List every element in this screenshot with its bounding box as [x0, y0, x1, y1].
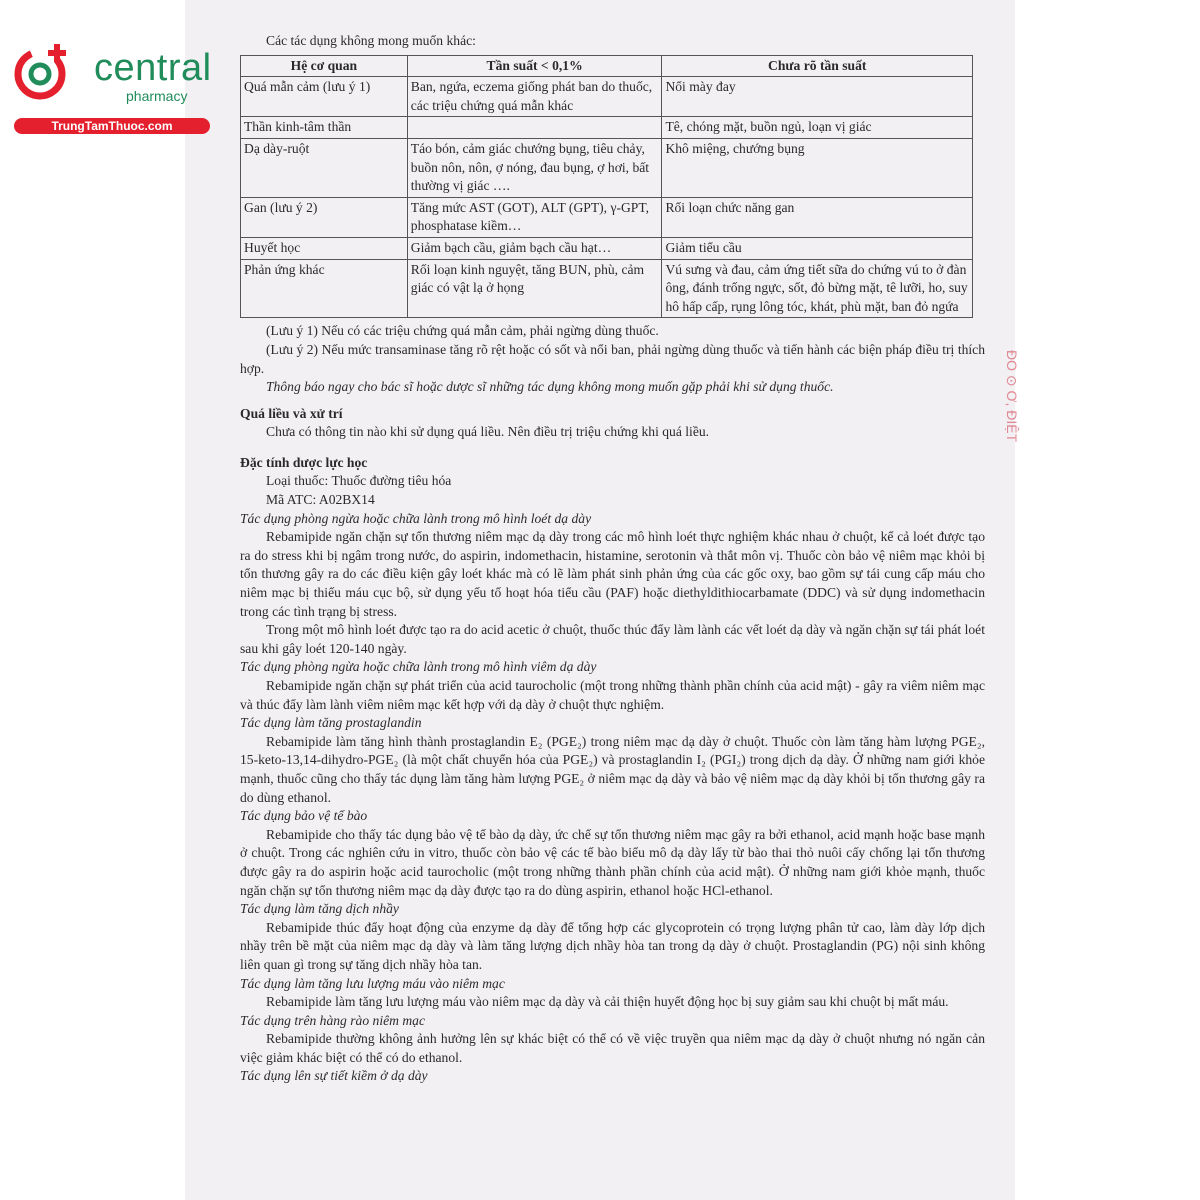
- section-heading: Tác dụng làm tăng dịch nhầy: [240, 901, 399, 917]
- table-cell: Rối loạn chức năng gan: [662, 197, 973, 237]
- note-1: (Lưu ý 1) Nếu có các triệu chứng quá mẫn cảm, phải ngừng dùng thuốc.: [266, 323, 659, 339]
- table-cell: [407, 117, 662, 139]
- brand-name: central: [94, 47, 212, 89]
- pharma-heading: Đặc tính dược lực học: [240, 454, 368, 470]
- leaflet-content: [240, 32, 985, 1086]
- section-paragraph: Rebamipide thường không ảnh hưởng lên sự khác biệt có thể có về việc truyền qua niêm mạc dạ dày ở chuột nhưng nó ngăn cản việc giảm khác biệt có thể có do ethanol.: [240, 1031, 985, 1065]
- drug-type: Loại thuốc: Thuốc đường tiêu hóa: [266, 473, 452, 489]
- table-cell: Dạ dày-ruột: [241, 138, 408, 197]
- table-cell: Tăng mức AST (GOT), ALT (GPT), γ-GPT, phosphatase kiềm…: [407, 197, 662, 237]
- table-header: Chưa rõ tần suất: [662, 55, 973, 77]
- table-cell: Thần kinh-tâm thần: [241, 117, 408, 139]
- pharmacy-cross-icon: [10, 38, 78, 106]
- table-cell: Nổi mày đay: [662, 77, 973, 117]
- section-paragraph: Trong một mô hình loét được tạo ra do acid acetic ở chuột, thuốc thúc đẩy làm lành các vết loét dạ dày và ngăn chặn sự tái phát loét sau khi gây loét 120-140 ngày.: [240, 622, 985, 656]
- table-row: [241, 77, 973, 117]
- table-cell: Phản ứng khác: [241, 259, 408, 318]
- table-cell: Rối loạn kinh nguyệt, tăng BUN, phù, cảm giác có vật lạ ở họng: [407, 259, 662, 318]
- table-row: [241, 197, 973, 237]
- table-cell: Khô miệng, chướng bụng: [662, 138, 973, 197]
- section-heading: Tác dụng phòng ngừa hoặc chữa lành trong mô hình loét dạ dày: [240, 510, 592, 526]
- overdose-text: Chưa có thông tin nào khi sử dụng quá liều. Nên điều trị triệu chứng khi quá liều.: [266, 424, 710, 440]
- section-heading: Tác dụng làm tăng lưu lượng máu vào niêm mạc: [240, 975, 505, 991]
- section-paragraph: Rebamipide cho thấy tác dụng bảo vệ tế bào dạ dày, ức chế sự tổn thương niêm mạc gây ra bởi ethanol, acid mạnh hoặc base mạnh ở chuột. Trong các nghiên cứu in vitro, thuốc còn bảo vệ các tế bào biểu mô dạ dày lấy từ bào thai thỏ nuôi cấy chống lại tổn thương được gây ra do aspirin hoặc acid taurocholic (một trong những thành phần chính của acid mật). Ở những nam giới khỏe mạnh, thuốc ngăn chặn sự tổn thương niêm mạc dạ dày được tạo ra do dùng aspirin, ethanol hoặc HCl-ethanol.: [240, 826, 985, 898]
- section-paragraph: Rebamipide làm tăng hình thành prostaglandin E₂ (PGE₂) trong niêm mạc dạ dày ở chuột. Thuốc còn làm tăng hàm lượng PGE₂, 15-keto-13,14-dihydro-PGE₂ (là một chất chuyển hóa của PGE₂) và prostaglandin I₂ (PGI₂) trong dịch dạ dày. Ở những nam giới khỏe mạnh, thuốc cũng cho thấy tác dụng làm tăng hàm lượng PGE₂ ở niêm mạc dạ dày và bảo vệ niêm mạc dạ dày khỏi bị tổn thương gây ra do dùng ethanol.: [240, 733, 985, 805]
- table-row: [241, 259, 973, 318]
- section-paragraph: Rebamipide làm tăng lưu lượng máu vào niêm mạc dạ dày và cải thiện huyết động học bị suy giảm sau khi chuột bị mất máu.: [266, 994, 949, 1010]
- table-header: Hệ cơ quan: [241, 55, 408, 77]
- brand-site: TrungTamThuoc.com: [14, 118, 210, 134]
- table-row: [241, 138, 973, 197]
- table-cell: Giảm tiểu cầu: [662, 237, 973, 259]
- table-cell: Huyết học: [241, 237, 408, 259]
- table-header: Tần suất < 0,1%: [407, 55, 662, 77]
- section-heading: Tác dụng phòng ngừa hoặc chữa lành trong mô hình viêm dạ dày: [240, 659, 597, 675]
- brand-sub: pharmacy: [126, 88, 188, 104]
- side-effects-intro: Các tác dụng không mong muốn khác:: [266, 33, 476, 48]
- section-paragraph: Rebamipide thúc đẩy hoạt động của enzyme dạ dày để tổng hợp các glycoprotein có trọng lượng phân tử cao, làm dày lớp dịch nhầy trên bề mặt của niêm mạc dạ dày và làm tăng lượng dịch nhầy hòa tan trong dạ dày ở chuột. Prostaglandin (PG) nội sinh không liên quan gì trong sự tăng dịch nhầy hòa tan.: [240, 919, 985, 972]
- table-row: [241, 117, 973, 139]
- section-heading: Tác dụng bảo vệ tế bào: [240, 808, 368, 824]
- table-cell: Gan (lưu ý 2): [241, 197, 408, 237]
- section-heading: Tác dụng trên hàng rào niêm mạc: [240, 1012, 426, 1028]
- table-cell: Quá mẫn cảm (lưu ý 1): [241, 77, 408, 117]
- section-paragraph: Rebamipide ngăn chặn sự tổn thương niêm mạc dạ dày trong các mô hình loét thực nghiệm khác nhau ở chuột, kể cả loét được tạo ra do stress khi bị ngâm trong nước, do aspirin, indomethacin, histamine, serotonin và thắt môn vị. Thuốc còn bảo vệ niêm mạc khỏi bị tổn thương gây ra do các điều kiện gây loét khác mà có lẽ làm phát sinh phản ứng của các gốc oxy, bao gồm sự tái cung cấp máu cho niêm mạc bị thiếu máu cục bộ, sử dụng yếu tố hoạt hóa tiểu cầu (PAF) hoặc diethyldithiocarbamate (DDC) và sử dụng indomethacin trong các tình trạng bị stress.: [240, 529, 985, 619]
- table-header-row: [241, 55, 973, 77]
- table-row: [241, 237, 973, 259]
- table-cell: Tê, chóng mặt, buồn ngủ, loạn vị giác: [662, 117, 973, 139]
- table-cell: Táo bón, cảm giác chướng bụng, tiêu chảy, buồn nôn, nôn, ợ nóng, đau bụng, ợ hơi, bất thường vị giác ….: [407, 138, 662, 197]
- table-cell: Vú sưng và đau, cảm ứng tiết sữa do chứng vú to ở đàn ông, đánh trống ngực, sốt, đỏ bừng mặt, tê lưỡi, ho, suy hô hấp cấp, rụng lông tóc, khát, phù mặt, ban đỏ ngứa: [662, 259, 973, 318]
- side-effects-table: [240, 55, 973, 319]
- notify-text: Thông báo ngay cho bác sĩ hoặc dược sĩ những tác dụng không mong muốn gặp phải khi sử dụng thuốc.: [266, 379, 834, 395]
- overdose-heading: Quá liều và xử trí: [240, 405, 343, 421]
- atc-code: Mã ATC: A02BX14: [266, 492, 375, 508]
- section-heading: Tác dụng lên sự tiết kiềm ở dạ dày: [240, 1068, 428, 1084]
- note-2: (Lưu ý 2) Nếu mức transaminase tăng rõ rệt hoặc có sốt và nổi ban, phải ngừng dùng thuốc và tiến hành các biện pháp điều trị thích hợp.: [240, 341, 985, 376]
- section-heading: Tác dụng làm tăng prostaglandin: [240, 715, 422, 731]
- table-cell: Ban, ngứa, eczema giống phát ban do thuốc, các triệu chứng quá mẫn khác: [407, 77, 662, 117]
- red-stamp: ĐO ⊙ Ơ, ĐIỆT: [1004, 350, 1020, 443]
- section-paragraph: Rebamipide ngăn chặn sự phát triển của acid taurocholic (một trong những thành phần chính của acid mật) - gây ra viêm niêm mạc và thúc đẩy làm lành viêm niêm mạc kết hợp với dạ dày ở chuột thực nghiệm.: [240, 678, 985, 712]
- brand-logo[interactable]: [10, 38, 215, 138]
- table-cell: Giảm bạch cầu, giảm bạch cầu hạt…: [407, 237, 662, 259]
